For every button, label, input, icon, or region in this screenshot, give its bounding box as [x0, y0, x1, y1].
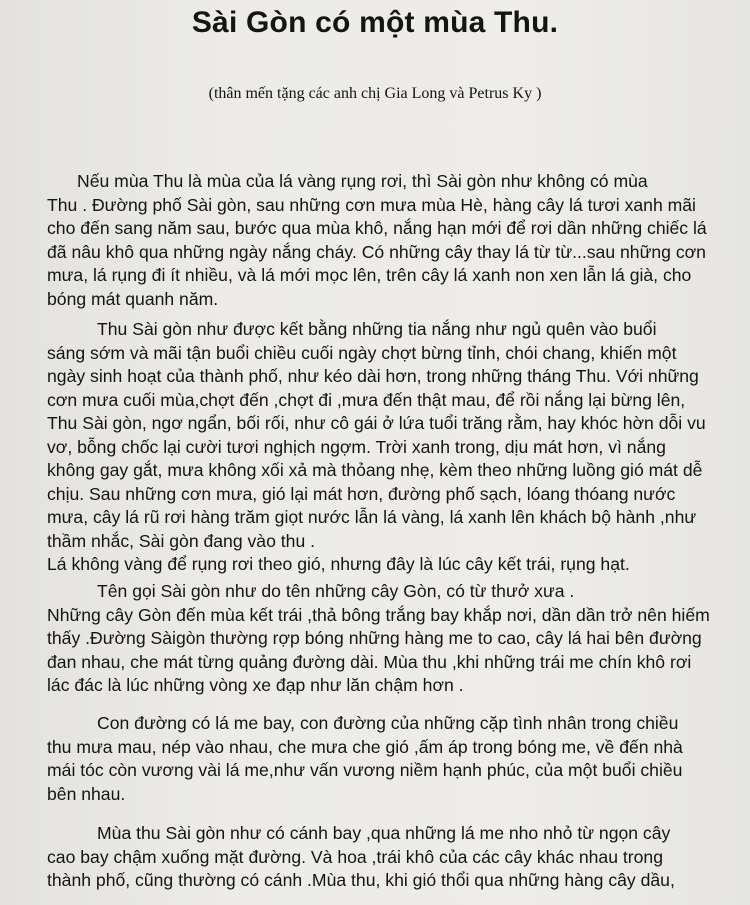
text-line: Thu Sài gòn như được kết bằng những tia nắng như ngủ quên vào buổi	[97, 319, 657, 339]
paragraph-2	[47, 318, 737, 577]
text-line: mái tóc còn vương vài lá me,như vấn vương niềm hạnh phúc, của một buổi chiều	[47, 760, 683, 780]
text-line: chịu. Sau những cơn mưa, gió lại mát hơn, đường phố sạch, lóang thóang nước	[47, 483, 676, 504]
text-line: Tên gọi Sài gòn như do tên những cây Gòn, có từ thưở xưa .	[97, 581, 575, 601]
text-line: Thu . Đường phố Sài gòn, sau những cơn mưa mùa Hè, hàng cây lá tươi xanh mãi	[47, 194, 696, 215]
text-line: lác đác là lúc những vòng xe đạp như lăn chậm hơn .	[47, 675, 464, 695]
text-line: Con đường có lá me bay, con đường của những cặp tình nhân trong chiều	[97, 713, 679, 733]
text-line: thầm nhắc, Sài gòn đang vào thu .	[47, 530, 316, 551]
text-line: Nếu mùa Thu là mùa của lá vàng rụng rơi, thì Sài gòn như không có mùa	[77, 171, 648, 191]
page-title: Sài Gòn có một mùa Thu.	[191, 6, 559, 39]
text-line: sáng sớm và mãi tận buổi chiều cuối ngày chợt bừng tỉnh, chói chang, khiến một	[47, 342, 677, 363]
paragraph-3	[47, 580, 737, 698]
text-line: mưa, cây lá rũ rơi hàng trăm giọt nước lẫn lá vàng, lá xanh lên khách bộ hành ,như	[47, 507, 697, 527]
text-line: đan nhau, che mát từng quảng đường dài. Mùa thu ,khi những trái me chín khô rơi	[47, 651, 692, 672]
text-line: bóng mát quanh năm.	[47, 288, 219, 309]
text-line: đã nâu khô qua những ngày nắng cháy. Có những cây thay lá từ từ...sau những cơn	[47, 241, 706, 262]
text-line: thành phố, cũng thường có cánh .Mùa thu, khi gió thổi qua những hàng cây dầu,	[47, 870, 675, 890]
text-line: không gay gắt, mưa không xối xả mà thỏang nhẹ, kèm theo những luồng gió mát dễ	[47, 460, 703, 480]
text-line: vơ, bỗng chốc lại cười tươi nghịch ngợm. Trời xanh trong, dịu mát hơn, vì nắng	[47, 436, 666, 457]
paragraph-5	[47, 822, 737, 893]
paragraph-1	[47, 170, 737, 311]
text-line: bên nhau.	[47, 783, 126, 804]
text-line: thấy .Đường Sàigòn thường rợp bóng những hàng me to cao, cây lá hai bên đường	[47, 628, 702, 648]
text-line: cho đến sang năm sau, bước qua mùa khô, nắng hạn mới để rơi dần những chiếc lá	[47, 218, 707, 238]
text-line: ngày sinh hoạt của thành phố, như kéo dài hơn, trong những tháng Thu. Với những	[47, 366, 699, 386]
text-line: cao bay chậm xuống mặt đường. Và hoa ,trái khô của các cây khác nhau trong	[47, 846, 663, 867]
text-line: cơn mưa cuối mùa,chợt đến ,chợt đi ,mưa đến thật mau, để rồi nắng lại bừng lên,	[47, 389, 686, 410]
text-line: mưa, lá rụng đi ít nhiều, và lá mới mọc lên, trên cây lá xanh non xen lẫn lá già, cho	[47, 265, 692, 285]
text-line: Thu Sài gòn, ngơ ngẩn, bối rối, như cô gái ở lứa tuổi trăng rằm, hay khóc hờn dỗi vu	[47, 413, 706, 433]
text-line: Mùa thu Sài gòn như có cánh bay ,qua những lá me nho nhỏ từ ngọn cây	[97, 823, 671, 843]
text-line: Lá không vàng để rụng rơi theo gió, nhưng đây là lúc cây kết trái, rụng hạt.	[47, 554, 630, 574]
text-line: Những cây Gòn đến mùa kết trái ,thả bông trắng bay khắp nơi, dần dần trở nên hiếm	[47, 604, 710, 625]
text-line: thu mưa mau, nép vào nhau, che mưa che gió ,ấm áp trong bóng me, về đến nhà	[47, 736, 683, 757]
dedication: (thân mến tặng các anh chị Gia Long và Petrus Ky )	[208, 85, 542, 102]
paragraph-4	[47, 712, 737, 806]
